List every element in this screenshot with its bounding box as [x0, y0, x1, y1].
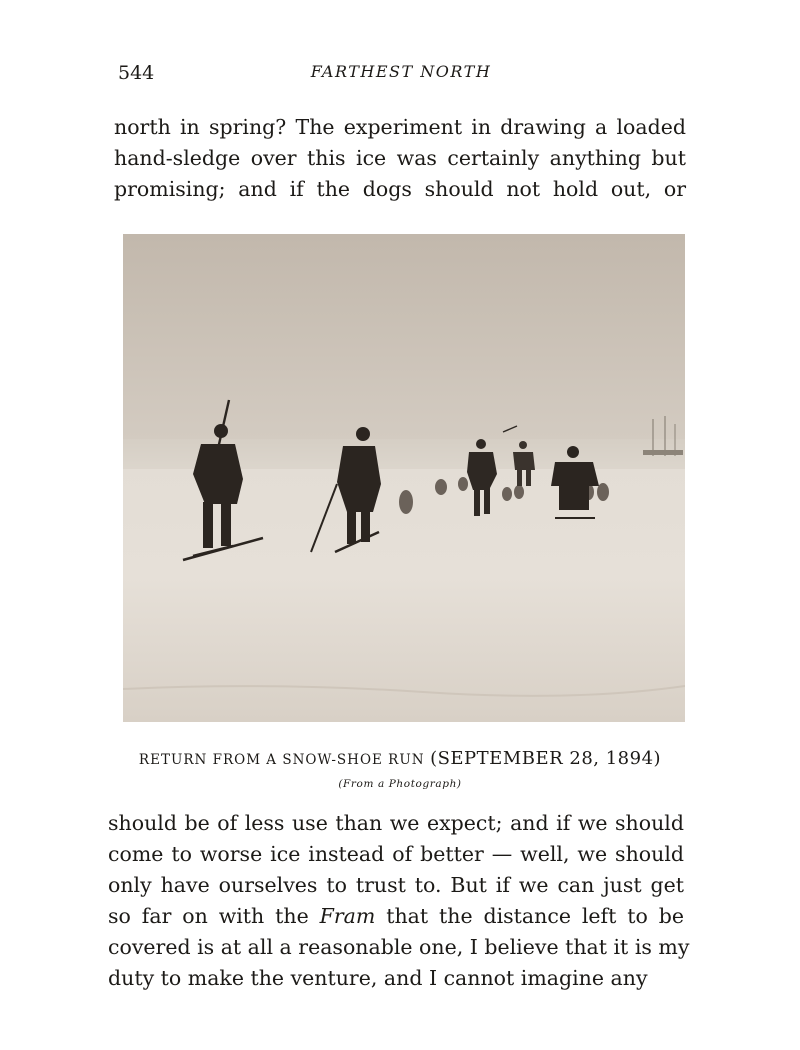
- text-line: covered is at all a reasonable one, I believe that it is my: [108, 935, 690, 959]
- text-line: duty to make the venture, and I cannot imagine any: [108, 966, 648, 990]
- text-line: promising; and if the dogs should not hold out, or: [114, 177, 686, 201]
- caption-date: (SEPTEMBER 28, 1894): [430, 748, 662, 769]
- figure-subcaption: (From a Photograph): [338, 778, 462, 790]
- paragraph-bottom: [108, 808, 690, 994]
- photograph-plate: [123, 234, 685, 722]
- paragraph-top: [114, 112, 686, 205]
- page-header: [118, 60, 684, 90]
- text-line: should be of less use than we expect; and if we should: [108, 811, 684, 835]
- text-fragment: so far on with the: [108, 904, 320, 928]
- figure-caption: [114, 748, 686, 769]
- text-line: hand-sledge over this ice was certainly anything but: [114, 146, 686, 170]
- text-line: come to worse ice instead of better — well, we should: [108, 842, 684, 866]
- page-number: 544: [118, 62, 155, 84]
- text-line: [108, 901, 684, 932]
- text-fragment: that the distance left to be: [375, 904, 684, 928]
- snow-scene-illustration: [123, 234, 685, 722]
- ship-name-fram: Fram: [319, 904, 376, 928]
- text-line: north in spring? The experiment in drawing a loaded: [114, 115, 686, 139]
- caption-title: RETURN FROM A SNOW-SHOE RUN: [138, 752, 425, 768]
- running-title: FARTHEST NORTH: [310, 62, 492, 81]
- text-line: only have ourselves to trust to. But if we can just get: [108, 873, 684, 897]
